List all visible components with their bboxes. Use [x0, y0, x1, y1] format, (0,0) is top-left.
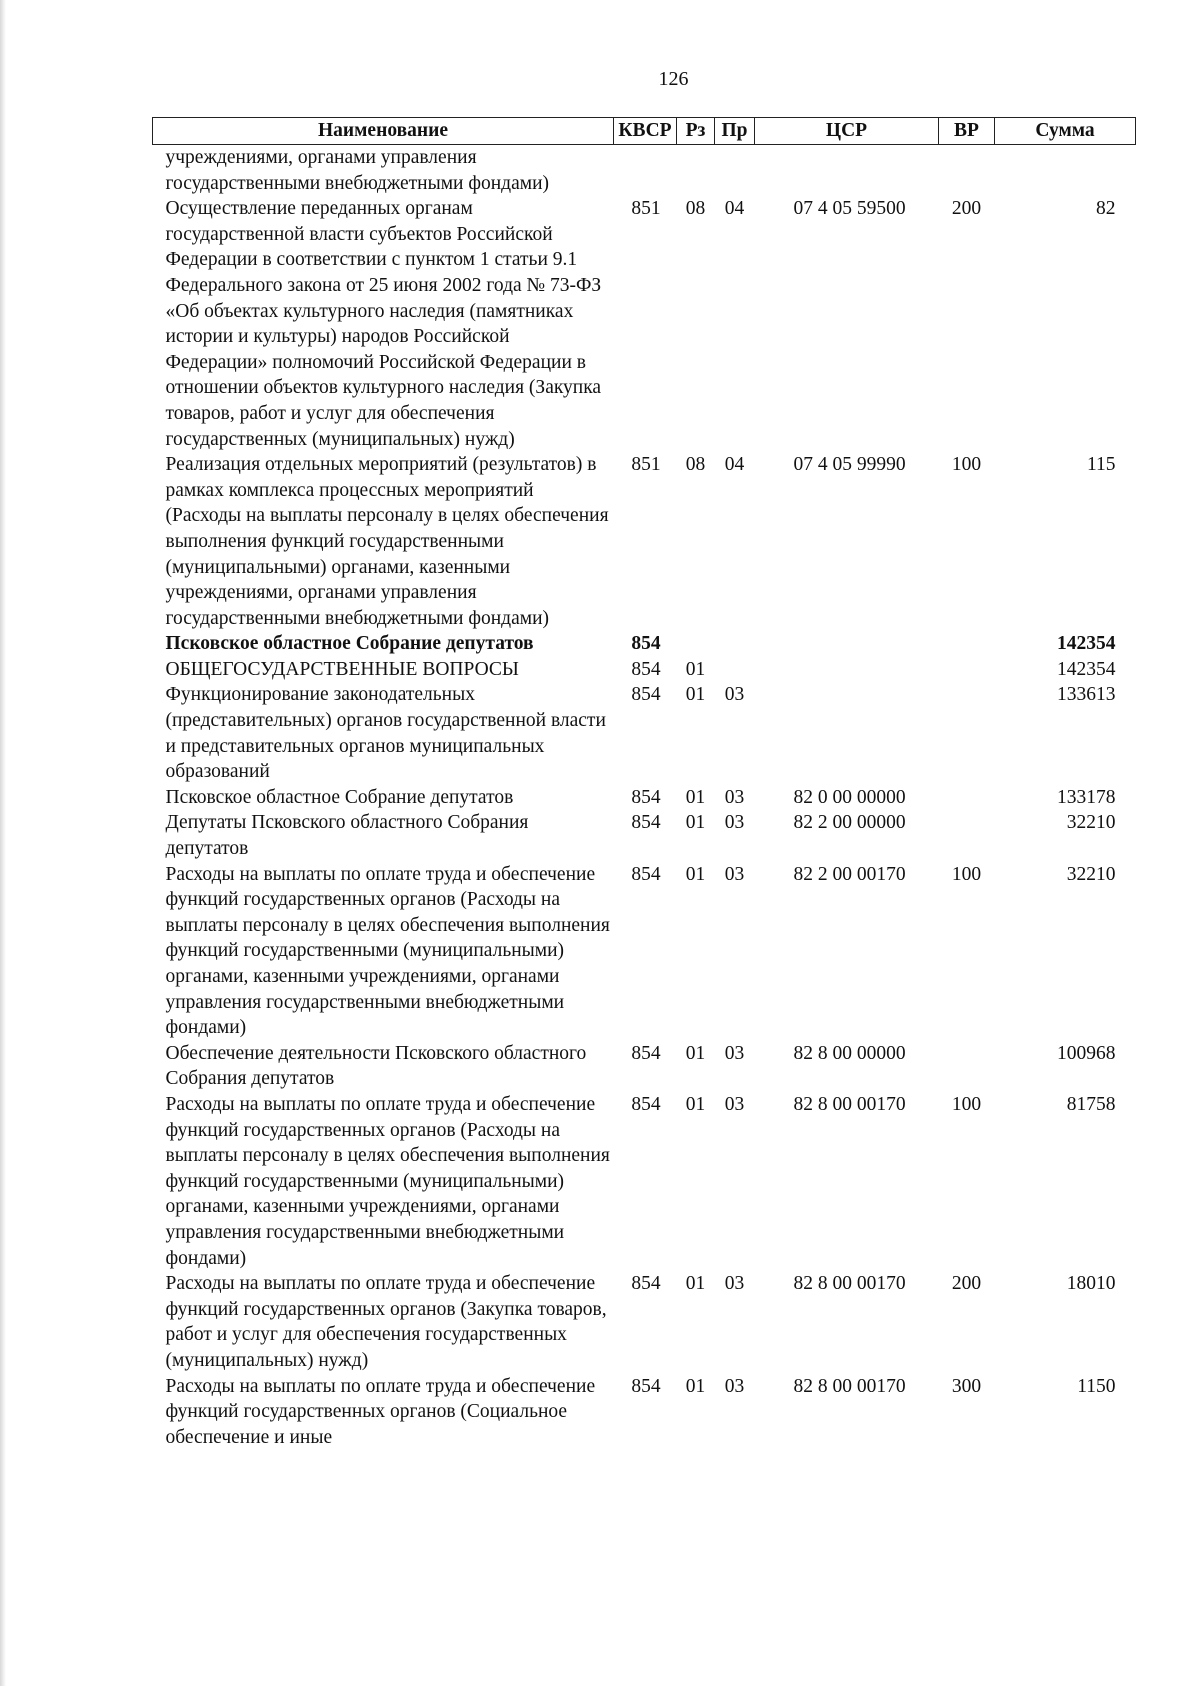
cell-pr [715, 145, 755, 197]
table-row [153, 452, 1136, 631]
table-body [153, 145, 1136, 1451]
table-row [153, 1092, 1136, 1271]
header-csr: ЦСР [755, 118, 939, 145]
header-rz: Рз [677, 118, 715, 145]
cell-kvsr: 854 [631, 1093, 661, 1115]
cell-vr: 100 [951, 454, 982, 476]
cell-rz: 08 [685, 198, 706, 220]
cell-csr: 82 8 00 00170 [793, 1093, 906, 1115]
cell-pr: 03 [724, 786, 745, 808]
cell-kvsr: 851 [631, 454, 661, 476]
table-row [153, 810, 1136, 861]
cell-sum: 133178 [1057, 786, 1116, 808]
cell-pr: 03 [724, 684, 745, 706]
cell-csr: 07 4 05 99990 [793, 454, 906, 476]
cell-pr: 03 [724, 1093, 745, 1115]
cell-vr [939, 631, 995, 657]
cell-vr [939, 682, 995, 784]
cell-pr [715, 631, 755, 657]
cell-sum: 32210 [1066, 863, 1116, 885]
cell-rz: 01 [685, 1042, 706, 1064]
cell-name: Реализация отдельных мероприятий (результатов) в рамках комплекса процессных мероприятий (Расходы на выплаты персоналу в целях обеспечения выполнения функций государственными (муниципальными) органами, казенными учреждениями, органами управления государственными внебюджетными фондами) [165, 454, 609, 629]
cell-csr: 82 8 00 00170 [793, 1375, 906, 1397]
cell-name: Псковское областное Собрание депутатов [165, 633, 534, 655]
table-row [153, 657, 1136, 683]
cell-csr: 82 0 00 00000 [793, 786, 906, 808]
cell-pr: 03 [724, 1042, 745, 1064]
cell-pr: 03 [724, 812, 745, 834]
cell-rz: 01 [685, 1273, 706, 1295]
cell-pr: 03 [724, 863, 745, 885]
header-name: Наименование [153, 118, 614, 145]
cell-kvsr [614, 145, 677, 197]
cell-kvsr: 854 [631, 633, 661, 655]
header-vr: ВР [939, 118, 995, 145]
table-row [153, 1041, 1136, 1092]
cell-csr [755, 657, 939, 683]
cell-sum [995, 145, 1136, 197]
table-row [153, 682, 1136, 784]
cell-sum: 81758 [1066, 1093, 1116, 1115]
cell-name: Расходы на выплаты по оплате труда и обеспечение функций государственных органов (Социальное обеспечение и иные [165, 1375, 596, 1448]
cell-name: ОБЩЕГОСУДАРСТВЕННЫЕ ВОПРОСЫ [165, 658, 519, 680]
cell-csr: 82 2 00 00000 [793, 812, 906, 834]
cell-rz [677, 631, 715, 657]
table-row [153, 196, 1136, 452]
table-row [153, 1374, 1136, 1451]
cell-rz: 01 [685, 812, 706, 834]
cell-rz: 01 [685, 863, 706, 885]
budget-table [152, 117, 1136, 1450]
cell-rz: 01 [685, 658, 706, 680]
cell-rz: 01 [685, 684, 706, 706]
cell-vr: 300 [951, 1375, 982, 1397]
cell-kvsr: 854 [631, 658, 661, 680]
header-kvsr: КВСР [614, 118, 677, 145]
cell-kvsr: 851 [631, 198, 661, 220]
header-sum: Сумма [995, 118, 1136, 145]
cell-pr: 03 [724, 1375, 745, 1397]
page-number: 126 [658, 68, 689, 90]
cell-rz: 01 [685, 1093, 706, 1115]
cell-sum: 142354 [1057, 658, 1116, 680]
cell-vr: 100 [951, 1093, 982, 1115]
cell-vr: 100 [951, 863, 982, 885]
cell-sum: 18010 [1066, 1273, 1116, 1295]
cell-name: учреждениями, органами управления государственными внебюджетными фондами) [165, 147, 550, 194]
cell-sum: 142354 [1057, 633, 1116, 655]
cell-csr: 07 4 05 59500 [793, 198, 906, 220]
cell-sum: 1150 [1077, 1375, 1116, 1397]
cell-vr: 200 [951, 1273, 982, 1295]
cell-rz: 01 [685, 1375, 706, 1397]
cell-pr: 04 [724, 198, 745, 220]
cell-vr [939, 810, 995, 861]
table-row [153, 1271, 1136, 1373]
cell-csr: 82 8 00 00170 [793, 1273, 906, 1295]
cell-csr [755, 631, 939, 657]
cell-sum: 100968 [1057, 1042, 1116, 1064]
cell-vr [939, 785, 995, 811]
header-pr: Пр [715, 118, 755, 145]
cell-vr: 200 [951, 198, 982, 220]
cell-rz: 01 [685, 786, 706, 808]
cell-name: Расходы на выплаты по оплате труда и обеспечение функций государственных органов (Расходы на выплаты персоналу в целях обеспечения выполнения функций государственными (муниципальными) органами, казенными учреждениями, органами управления государственными внебюджетными фондами) [165, 863, 610, 1039]
cell-kvsr: 854 [631, 1375, 661, 1397]
cell-sum: 32210 [1066, 812, 1116, 834]
table-header [153, 118, 1136, 145]
cell-name: Обеспечение деятельности Псковского областного Собрания депутатов [165, 1042, 587, 1090]
cell-kvsr: 854 [631, 812, 661, 834]
cell-csr [755, 682, 939, 784]
cell-csr: 82 8 00 00000 [793, 1042, 906, 1064]
cell-pr: 03 [724, 1273, 745, 1295]
table-row [153, 785, 1136, 811]
cell-csr: 82 2 00 00170 [793, 863, 906, 885]
table-row [153, 862, 1136, 1041]
cell-kvsr: 854 [631, 786, 661, 808]
cell-name: Расходы на выплаты по оплате труда и обеспечение функций государственных органов (Закупка товаров, работ и услуг для обеспечения государственных (муниципальных) нужд) [165, 1273, 607, 1371]
cell-name: Псковское областное Собрание депутатов [165, 786, 514, 808]
cell-name: Депутаты Псковского областного Собрания депутатов [165, 812, 529, 860]
cell-kvsr: 854 [631, 863, 661, 885]
cell-name: Расходы на выплаты по оплате труда и обеспечение функций государственных органов (Расходы на выплаты персоналу в целях обеспечения выполнения функций государственными (муниципальными) органами, казенными учреждениями, органами управления государственными внебюджетными фондами) [165, 1093, 610, 1269]
scan-edge [0, 0, 6, 1686]
cell-kvsr: 854 [631, 1042, 661, 1064]
cell-vr [939, 657, 995, 683]
cell-rz: 08 [685, 454, 706, 476]
cell-vr [939, 1041, 995, 1092]
cell-pr [715, 657, 755, 683]
cell-sum: 133613 [1057, 684, 1116, 706]
cell-sum: 82 [1096, 198, 1116, 220]
cell-rz [677, 145, 715, 197]
cell-kvsr: 854 [631, 684, 661, 706]
cell-sum: 115 [1086, 454, 1116, 476]
cell-kvsr: 854 [631, 1273, 661, 1295]
cell-pr: 04 [724, 454, 745, 476]
table-row [153, 145, 1136, 197]
cell-name: Осуществление переданных органам государственной власти субъектов Российской Федерации в соответствии с пунктом 1 статьи 9.1 Федерального закона от 25 июня 2002 года № 73-ФЗ «Об объектах культурного наследия (памятниках истории и культуры) народов Российской Федерации» полномочий Российской Федерации в отношении объектов культурного наследия (Закупка товаров, работ и услуг для обеспечения государственных (муниципальных) нужд) [165, 198, 602, 450]
cell-csr [755, 145, 939, 197]
cell-vr [939, 145, 995, 197]
table-row [153, 631, 1136, 657]
cell-name: Функционирование законодательных (представительных) органов государственной власти и представительных органов муниципальных образований [165, 684, 606, 783]
